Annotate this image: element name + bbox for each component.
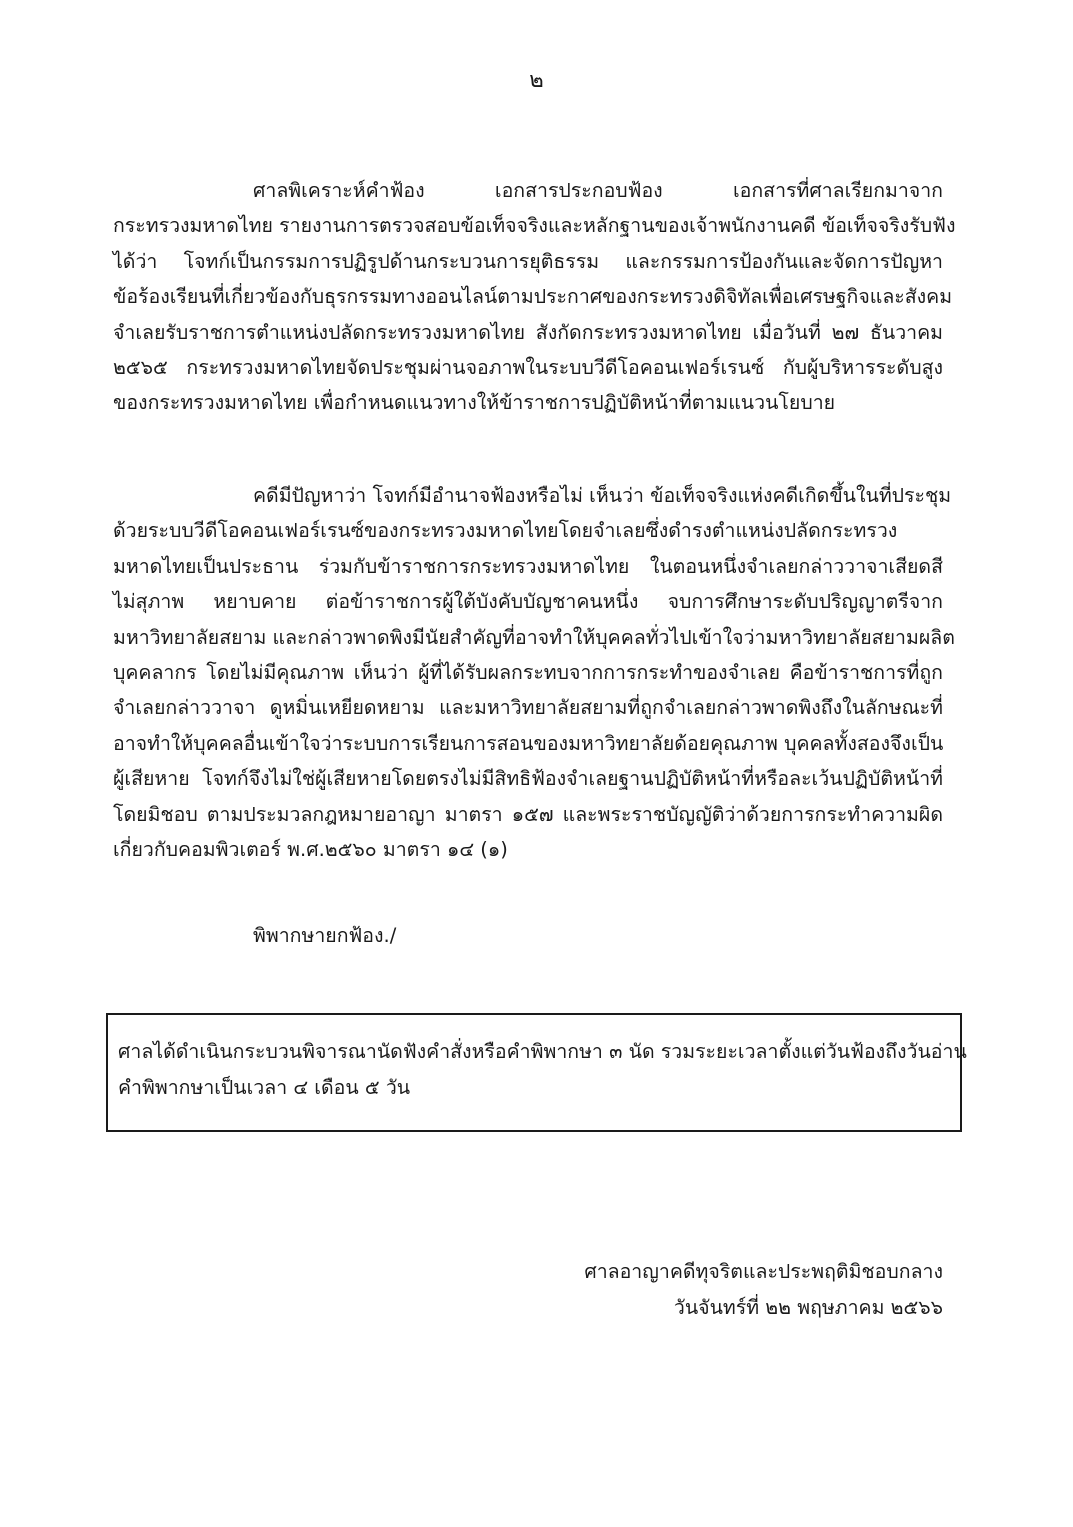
paragraph-line: ๒๕๖๕ กระทรวงมหาดไทยจัดประชุมผ่านจอภาพในระบบวีดีโอคอนเฟอร์เรนซ์ กับผู้บริหารระดับสูง <box>113 355 943 379</box>
paragraph-findings <box>113 173 956 421</box>
paragraph-line: จำเลยกล่าววาจา ดูหมิ่นเหยียดหยาม และมหาวิทยาลัยสยามที่ถูกจำเลยกล่าวพาดพิงถึงในลักษณะที่ <box>113 696 943 720</box>
summary-line: ศาลได้ดำเนินกระบวนพิจารณานัดฟังคำสั่งหรือคำพิพากษา ๓ นัด รวมระยะเวลาตั้งแต่วันฟ้องถึงวันอ่าน <box>118 1040 967 1063</box>
paragraph-line: คดีมีปัญหาว่า โจทก์มีอำนาจฟ้องหรือไม่ เห็นว่า ข้อเท็จจริงแห่งคดีเกิดขึ้นในที่ประชุม <box>253 484 952 507</box>
paragraph-line: โดยมิชอบ ตามประมวลกฎหมายอาญา มาตรา ๑๕๗ และพระราชบัญญัติว่าด้วยการกระทำความผิด <box>113 802 943 826</box>
court-name: ศาลอาญาคดีทุจริตและประพฤติมิชอบกลาง <box>584 1260 943 1283</box>
verdict: พิพากษายกฟ้อง./ <box>253 924 397 947</box>
judgment-date: วันจันทร์ที่ ๒๒ พฤษภาคม ๒๕๖๖ <box>673 1296 943 1319</box>
paragraph-line: บุคคลากร โดยไม่มีคุณภาพ เห็นว่า ผู้ที่ได้รับผลกระทบจากการกระทำของจำเลย คือข้าราชการที่ถูก <box>113 660 943 684</box>
paragraph-line: ศาลพิเคราะห์คำฟ้อง เอกสารประกอบฟ้อง เอกสารที่ศาลเรียกมาจาก <box>253 179 943 202</box>
paragraph-issue <box>113 478 955 867</box>
paragraph-line: ด้วยระบบวีดีโอคอนเฟอร์เรนซ์ของกระทรวงมหาดไทยโดยจำเลยซึ่งดำรงตำแหน่งปลัดกระทรวง <box>113 519 898 543</box>
paragraph-line: จำเลยรับราชการตำแหน่งปลัดกระทรวงมหาดไทย สังกัดกระทรวงมหาดไทย เมื่อวันที่ ๒๗ ธันวาคม <box>113 320 943 344</box>
paragraph-line: ได้ว่า โจทก์เป็นกรรมการปฏิรูปด้านกระบวนการยุติธรรม และกรรมการป้องกันและจัดการปัญหา <box>113 249 943 273</box>
paragraph-line: ผู้เสียหาย โจทก์จึงไม่ใช่ผู้เสียหายโดยตรงไม่มีสิทธิฟ้องจำเลยฐานปฏิบัติหน้าที่หรือละเว้นปฏิบัติหน้าที่ <box>113 767 943 791</box>
paragraph-line: ของกระทรวงมหาดไทย เพื่อกำหนดแนวทางให้ข้าราชการปฏิบัติหน้าที่ตามแนวนโยบาย <box>113 391 836 415</box>
paragraph-line: มหาดไทยเป็นประธาน ร่วมกับข้าราชการกระทรวงมหาดไทย ในตอนหนึ่งจำเลยกล่าววาจาเสียดสี <box>113 554 943 578</box>
paragraph-line: อาจทำให้บุคคลอื่นเข้าใจว่าระบบการเรียนการสอนของมหาวิทยาลัยด้อยคุณภาพ บุคคลทั้งสองจึงเป็น <box>113 731 944 755</box>
paragraph-line: ไม่สุภาพ หยาบคาย ต่อข้าราชการผู้ใต้บังคับบัญชาคนหนึ่ง จบการศึกษาระดับปริญญาตรีจาก <box>113 590 943 614</box>
paragraph-line: เกี่ยวกับคอมพิวเตอร์ พ.ศ.๒๕๖๐ มาตรา ๑๔ (๑) <box>113 837 508 861</box>
proceedings-summary-box <box>106 1013 967 1132</box>
page-number: ๒ <box>529 68 544 93</box>
paragraph-line: มหาวิทยาลัยสยาม และกล่าวพาดพิงมีนัยสำคัญที่อาจทำให้บุคคลทั่วไปเข้าใจว่ามหาวิทยาลัยสยามผลิต <box>113 625 955 649</box>
court-signature-block <box>584 1254 943 1326</box>
paragraph-line: ข้อร้องเรียนที่เกี่ยวข้องกับธุรกรรมทางออนไลน์ตามประกาศของกระทรวงดิจิทัลเพื่อเศรษฐกิจและสังคม <box>113 285 953 309</box>
summary-line: คำพิพากษาเป็นเวลา ๔ เดือน ๕ วัน <box>118 1076 411 1099</box>
paragraph-line: กระทรวงมหาดไทย รายงานการตรวจสอบข้อเท็จจริงและหลักฐานของเจ้าพนักงานคดี ข้อเท็จจริงรับฟัง <box>113 214 956 238</box>
